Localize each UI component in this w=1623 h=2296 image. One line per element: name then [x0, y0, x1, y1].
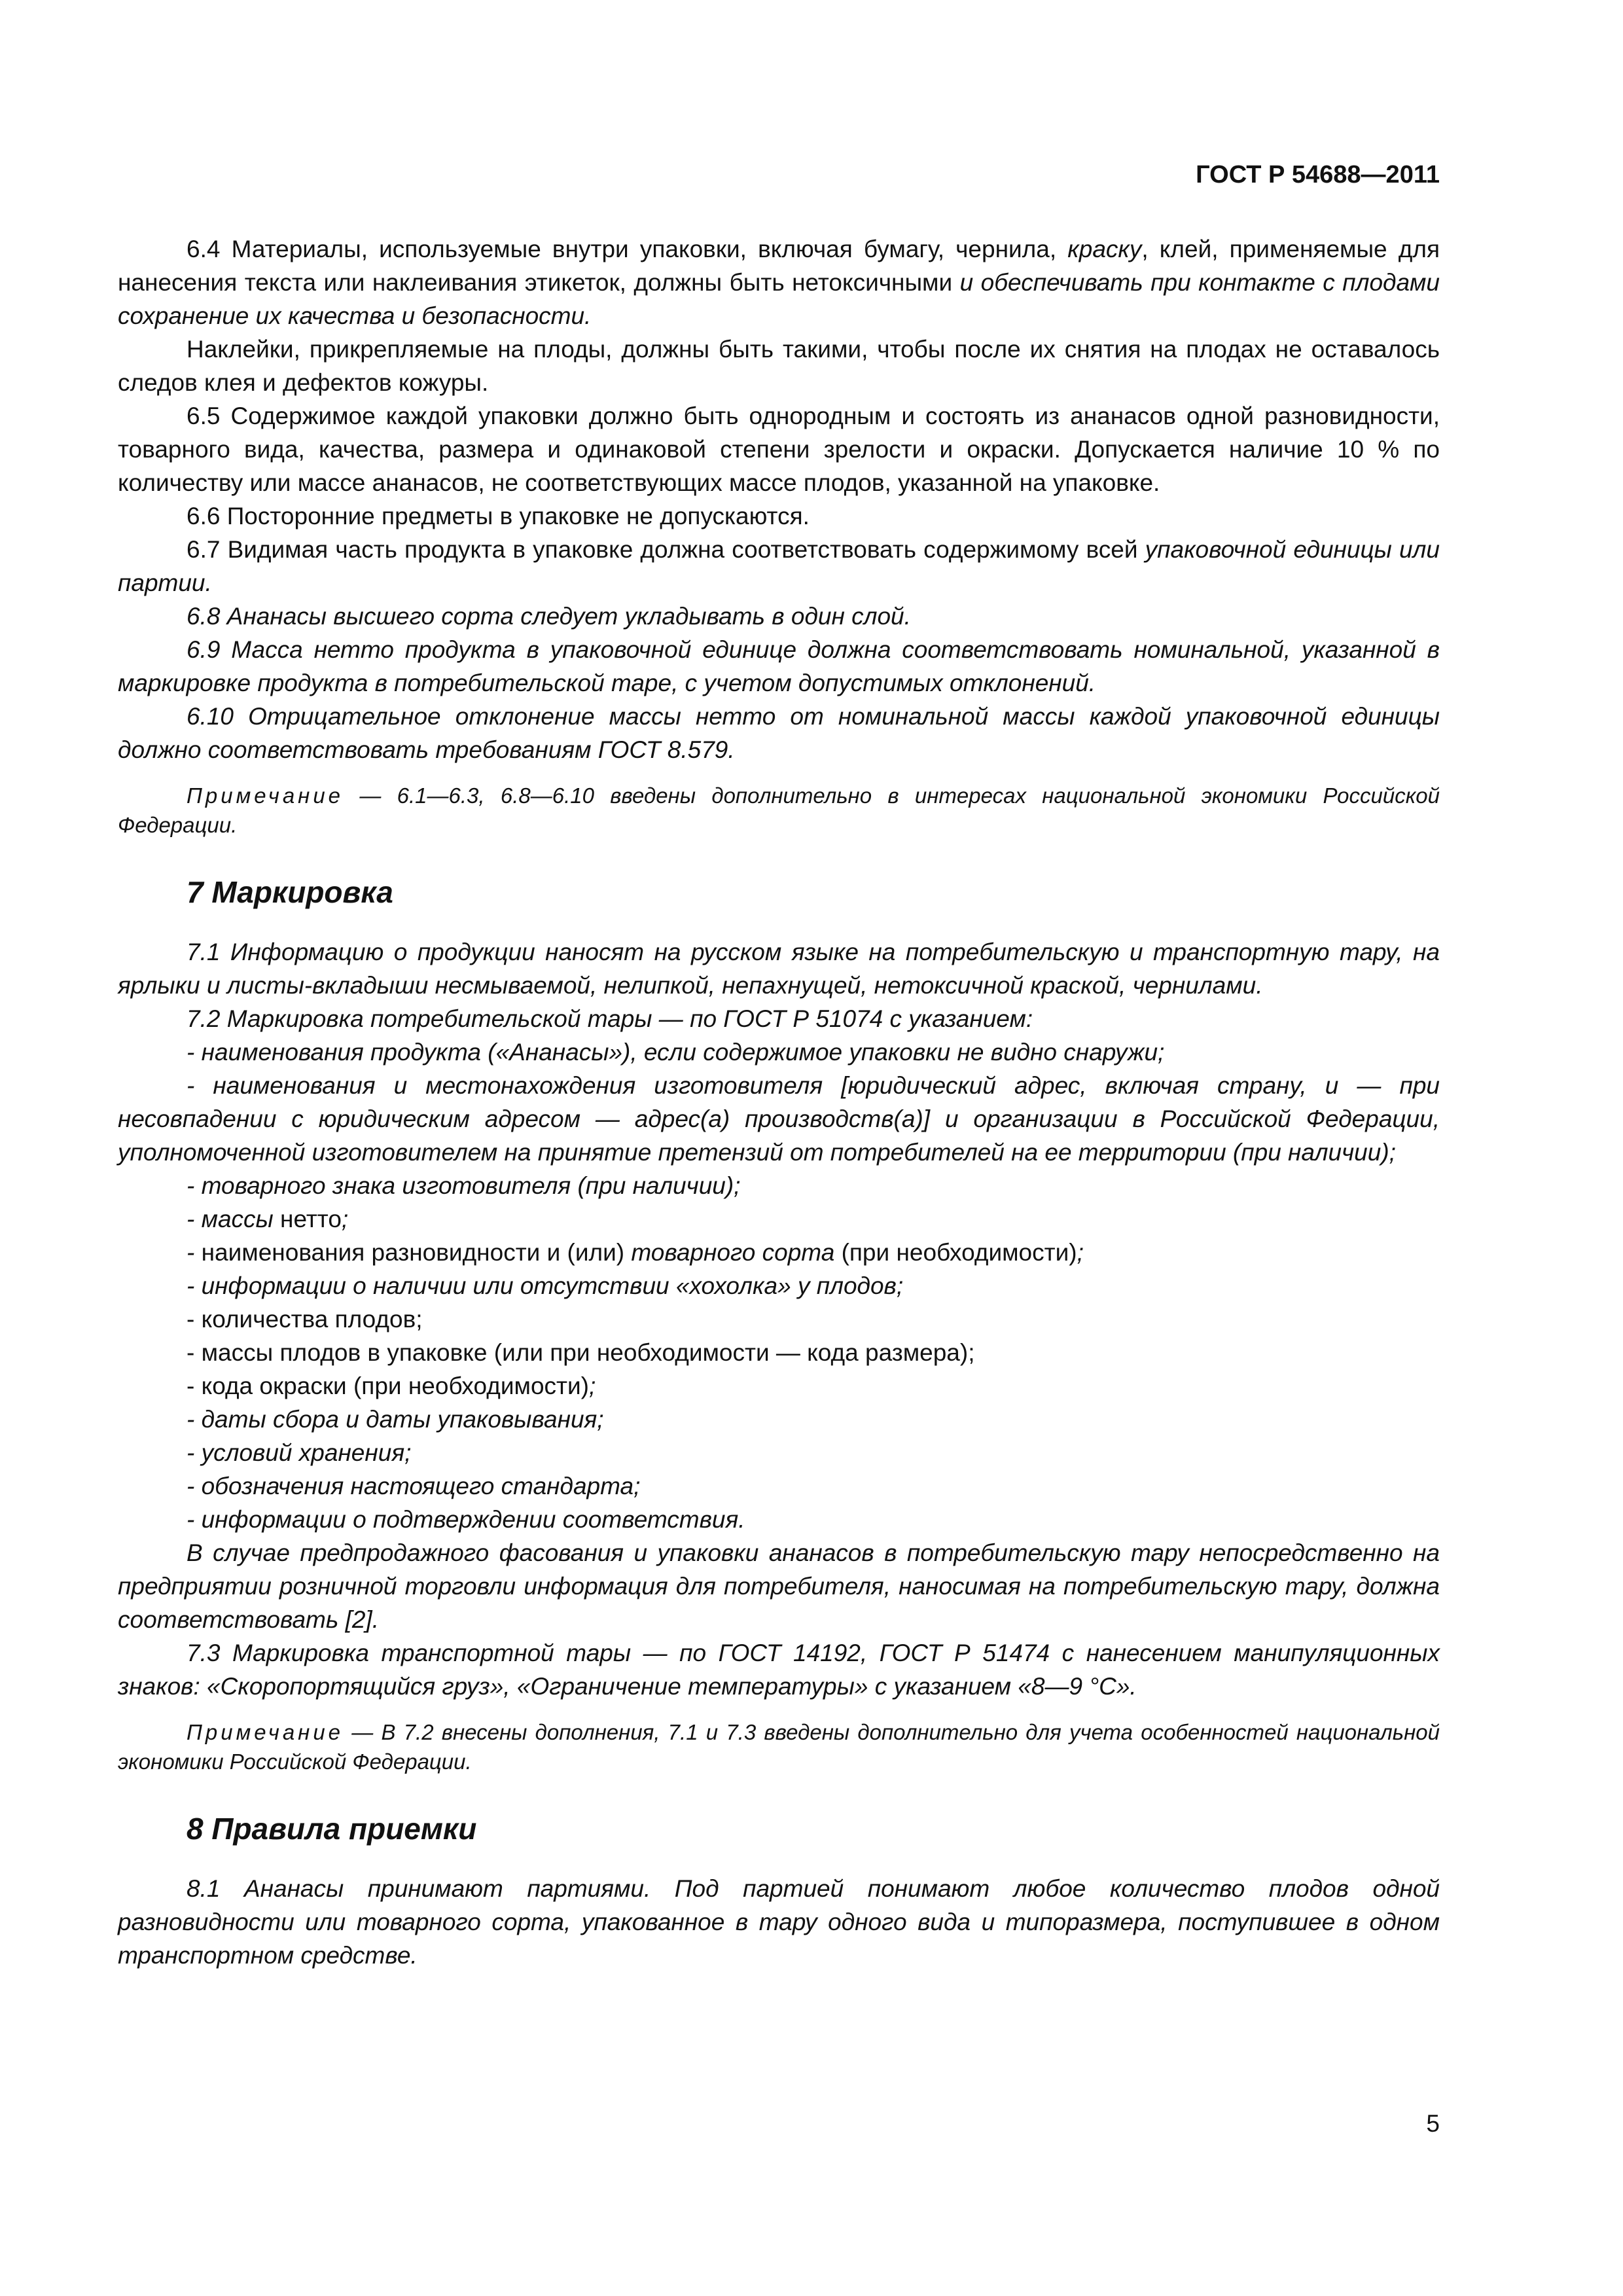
section-7-title: 7 Маркировка [187, 875, 393, 909]
p6-7-text-b: упаковочной единицы или партии. [118, 536, 1440, 596]
item-color-a: - кода окраски (при необходимости) [187, 1372, 589, 1399]
list-item: - наименования и местонахождения изготовителя [юридический адрес, включая страну, и — при несовпадении с юридическим адресом — адрес(а) производств(а)] и организации в Российской Федерации, уполномоченной изготовителем на принятие претензий от потребителей на ее территории (при наличии); [118, 1072, 1440, 1166]
item-variety-c: товарного сорта [631, 1239, 835, 1266]
p6-4-text-b: краску [1067, 236, 1142, 262]
list-item-tuft: - информации о наличии или отсутствии «хохолка» у плодов; [187, 1272, 904, 1299]
page-number: 5 [1426, 2110, 1440, 2137]
paragraph-8-1: 8.1 Ананасы принимают партиями. Под партией понимают любое количество плодов одной разновидности или товарного сорта, упакованное в тару одного вида и типоразмера, поступившее в одном транспортном средстве. [118, 1875, 1440, 1969]
paragraph-7-1: 7.1 Информацию о продукции наносят на русском языке на потребительскую и транспортную тару, на ярлыки и листы-вкладыши несмываемой, нелипкой, непахнущей, нетоксичной краской, чернилами. [118, 939, 1440, 999]
item-variety-b: наименования разновидности и (или) [201, 1239, 632, 1266]
list-item-variety [118, 1236, 1440, 1269]
paragraph-6-9: 6.9 Масса нетто продукта в упаковочной единице должна соответствовать номинальной, указанной в маркировке продукта в потребительской таре, с учетом допустимых отклонений. [118, 636, 1440, 696]
p6-4-text-d: и обеспечивать при контакте с плодами сохранение их качества и безопасности. [118, 269, 1440, 329]
list-item: - наименования продукта («Ананасы»), если содержимое упаковки не видно снаружи; [187, 1039, 1165, 1066]
list-item-mass [118, 1202, 1440, 1236]
paragraph-6-7 [118, 533, 1440, 600]
note-2-label: Примечание [187, 1720, 344, 1744]
list-item: - информации о подтверждении соответствия. [187, 1506, 745, 1533]
list-item: - даты сбора и даты упаковывания; [187, 1406, 604, 1433]
item-variety-d: (при необходимости) [834, 1239, 1077, 1266]
paragraph-7-2: 7.2 Маркировка потребительской тары — по ГОСТ Р 51074 с указанием: [187, 1005, 1033, 1032]
list-item-color [118, 1369, 1440, 1403]
note-2-text: — В 7.2 внесены дополнения, 7.1 и 7.3 введены дополнительно для учета особенностей национальной экономики Российской Федерации. [118, 1720, 1440, 1774]
list-item-count: - количества плодов; [187, 1306, 423, 1333]
paragraph-7-3: 7.3 Маркировка транспортной тары — по ГОСТ 14192, ГОСТ Р 51474 с нанесением манипуляционных знаков: «Скоропортящийся груз», «Ограничение температуры» с указанием «8—9 °С». [118, 1640, 1440, 1700]
document-body [118, 232, 1440, 1972]
item-mass-b: нетто [273, 1206, 342, 1232]
paragraph-6-5: 6.5 Содержимое каждой упаковки должно быть однородным и состоять из ананасов одной разновидности, товарного вида, качества, размера и одинаковой степени зрелости и окраски. Допускается наличие 10 % по количеству или массе ананасов, не соответствующих массе плодов, указанной на упаковке. [118, 403, 1440, 496]
paragraph-6-8: 6.8 Ананасы высшего сорта следует укладывать в один слой. [187, 603, 911, 630]
list-item: - товарного знака изготовителя (при наличии); [187, 1172, 741, 1199]
note-1 [118, 781, 1440, 840]
note-1-text: — 6.1—6.3, 6.8—6.10 введены дополнительно в интересах национальной экономики Российской Федерации. [118, 783, 1440, 837]
p6-4-text-a: 6.4 Материалы, используемые внутри упаковки, включая бумагу, чернила, [187, 236, 1068, 262]
list-item: - условий хранения; [187, 1439, 412, 1466]
paragraph-6-4 [118, 232, 1440, 332]
item-mass-c: ; [341, 1206, 349, 1232]
item-color-b: ; [588, 1372, 596, 1399]
item-mass-a: - массы [187, 1206, 274, 1232]
paragraph-stickers: Наклейки, прикрепляемые на плоды, должны быть такими, чтобы после их снятия на плодах не оставалось следов клея и дефектов кожуры. [118, 336, 1440, 396]
item-variety-a: - [187, 1239, 202, 1266]
section-8-title: 8 Правила приемки [187, 1812, 477, 1846]
paragraph-presale: В случае предпродажного фасования и упаковки ананасов в потребительскую тару непосредственно на предприятии розничной торговли информация для потребителя, наносимая на потребительскую тару, должна соответствовать [2]. [118, 1539, 1440, 1633]
paragraph-6-6: 6.6 Посторонние предметы в упаковке не допускаются. [187, 503, 810, 529]
document-code-header: ГОСТ Р 54688—2011 [1196, 161, 1440, 188]
p6-7-text-a: 6.7 Видимая часть продукта в упаковке должна соответствовать содержимому всей [187, 536, 1145, 563]
note-2 [118, 1717, 1440, 1776]
item-variety-e: ; [1077, 1239, 1084, 1266]
list-item-fruit-mass: - массы плодов в упаковке (или при необходимости — кода размера); [187, 1339, 975, 1366]
list-item: - обозначения настоящего стандарта; [187, 1473, 641, 1499]
note-1-label: Примечание [187, 783, 344, 808]
p6-4-text-c: , клей, применяемые для нанесения текста или наклеивания этикеток, должны быть нетоксичными [118, 236, 1440, 296]
paragraph-6-10: 6.10 Отрицательное отклонение массы нетто от номинальной массы каждой упаковочной единицы должно соответствовать требованиям ГОСТ 8.579. [118, 703, 1440, 763]
